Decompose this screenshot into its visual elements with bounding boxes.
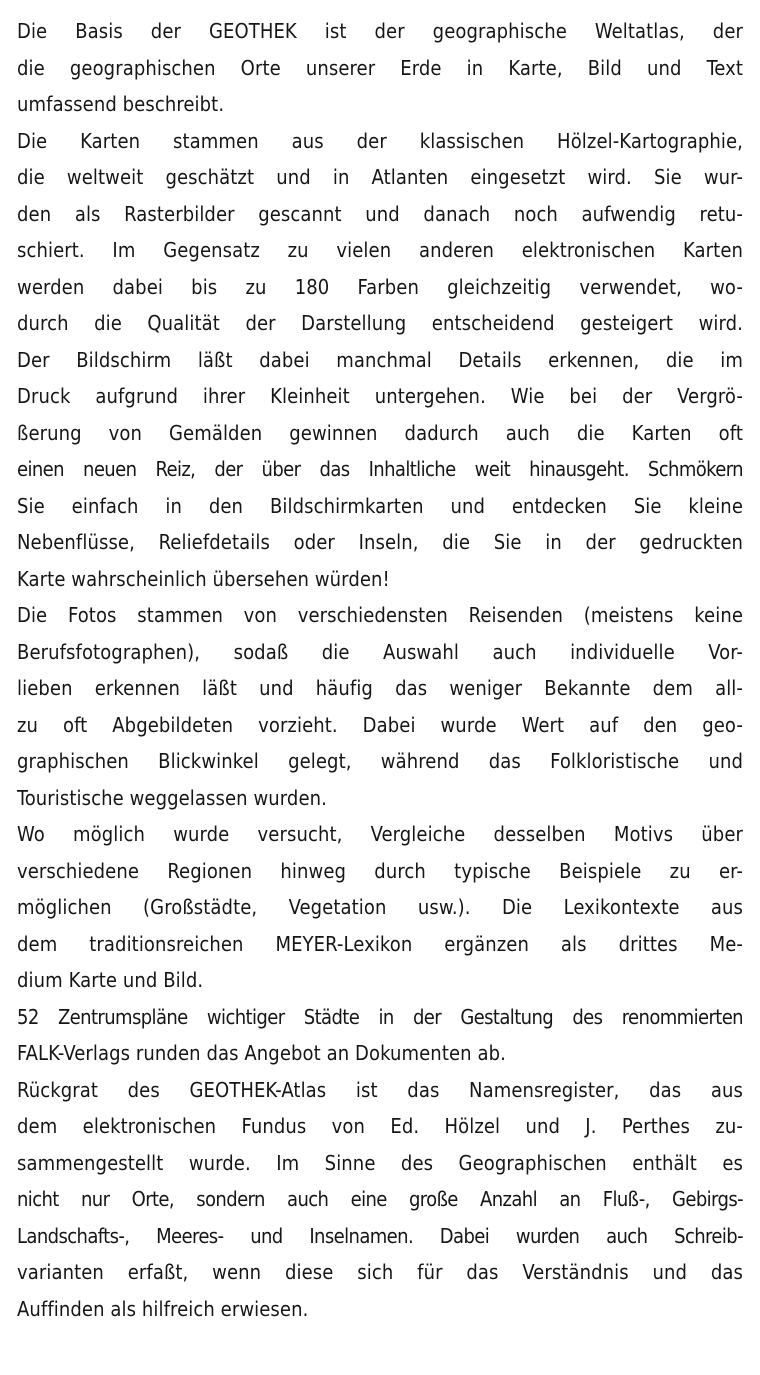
text-line: Wo möglich wurde versucht, Vergleiche desselben Motivs über bbox=[17, 822, 743, 846]
text-line: Karte wahrscheinlich übersehen würden! bbox=[17, 566, 390, 591]
text-line: durch die Qualität der Darstellung entscheidend gesteigert wird. bbox=[17, 311, 743, 335]
text-line: varianten erfaßt, wenn diese sich für das Verständnis und das bbox=[17, 1260, 743, 1284]
text-line: Nebenflüsse, Reliefdetails oder Inseln, die Sie in der gedruckten bbox=[17, 530, 743, 554]
text-line: FALK-Verlags runden das Angebot an Dokumenten ab. bbox=[17, 1041, 506, 1065]
text-line: graphischen Blickwinkel gelegt, während das Folkloristische und bbox=[17, 749, 743, 773]
paragraph-city-plans bbox=[17, 999, 743, 1072]
text-line: Touristische weggelassen wurden. bbox=[17, 785, 327, 810]
text-line: verschiedene Regionen hinweg durch typische Beispiele zu er- bbox=[17, 858, 743, 883]
text-line: dium Karte und Bild. bbox=[17, 968, 204, 992]
document-page bbox=[17, 13, 743, 1327]
text-line: Rückgrat des GEOTHEK-Atlas ist das Namensregister, das aus bbox=[17, 1077, 743, 1102]
text-line: nicht nur Orte, sondern auch eine große Anzahl an Fluß-, Gebirgs- bbox=[17, 1187, 743, 1211]
text-line: Sie einfach in den Bildschirmkarten und entdecken Sie kleine bbox=[17, 493, 743, 518]
text-line: lieben erkennen läßt und häufig das weniger Bekannte dem all- bbox=[17, 676, 743, 700]
text-line: den als Rasterbilder gescannt und danach noch aufwendig retu- bbox=[17, 201, 743, 226]
text-line: schiert. Im Gegensatz zu vielen anderen elektronischen Karten bbox=[17, 238, 743, 262]
text-line: Auffinden als hilfreich erwiesen. bbox=[17, 1296, 309, 1321]
text-line: ßerung von Gemälden gewinnen dadurch auch die Karten oft bbox=[17, 420, 743, 445]
text-line: dem elektronischen Fundus von Ed. Hölzel und J. Perthes zu- bbox=[17, 1114, 743, 1138]
text-line: Die Basis der GEOTHEK ist der geographische Weltatlas, der bbox=[17, 19, 743, 43]
text-line: einen neuen Reiz, der über das Inhaltliche weit hinausgeht. Schmökern bbox=[17, 457, 743, 481]
text-line: Berufsfotographen), sodaß die Auswahl auch individuelle Vor- bbox=[17, 639, 743, 664]
paragraph-intro bbox=[17, 13, 743, 123]
paragraph-photos bbox=[17, 597, 743, 816]
text-line: Landschafts-, Meeres- und Inselnamen. Dabei wurden auch Schreib- bbox=[17, 1223, 743, 1248]
text-line: sammengestellt wurde. Im Sinne des Geographischen enthält es bbox=[17, 1150, 743, 1175]
text-line: zu oft Abgebildeten vorzieht. Dabei wurde Wert auf den geo- bbox=[17, 712, 743, 737]
text-line: die weltweit geschätzt und in Atlanten eingesetzt wird. Sie wur- bbox=[17, 165, 743, 189]
text-line: Die Karten stammen aus der klassischen Hölzel-Kartographie, bbox=[17, 128, 743, 153]
text-line: Der Bildschirm läßt dabei manchmal Details erkennen, die im bbox=[17, 347, 743, 372]
paragraph-name-index bbox=[17, 1072, 743, 1328]
text-line: umfassend beschreibt. bbox=[17, 92, 225, 116]
text-line: werden dabei bis zu 180 Farben gleichzeitig verwendet, wo- bbox=[17, 274, 743, 299]
paragraph-maps bbox=[17, 123, 743, 598]
text-line: möglichen (Großstädte, Vegetation usw.). Die Lexikontexte aus bbox=[17, 895, 743, 919]
paragraph-comparisons bbox=[17, 816, 743, 999]
text-line: Die Fotos stammen von verschiedensten Reisenden (meistens keine bbox=[17, 603, 743, 627]
text-line: 52 Zentrumspläne wichtiger Städte in der Gestaltung des renommierten bbox=[17, 1004, 743, 1029]
text-line: die geographischen Orte unserer Erde in Karte, Bild und Text bbox=[17, 55, 743, 80]
text-line: Druck aufgrund ihrer Kleinheit untergehen. Wie bei der Vergrö- bbox=[17, 384, 743, 408]
text-line: dem traditionsreichen MEYER-Lexikon ergänzen als drittes Me- bbox=[17, 931, 743, 956]
